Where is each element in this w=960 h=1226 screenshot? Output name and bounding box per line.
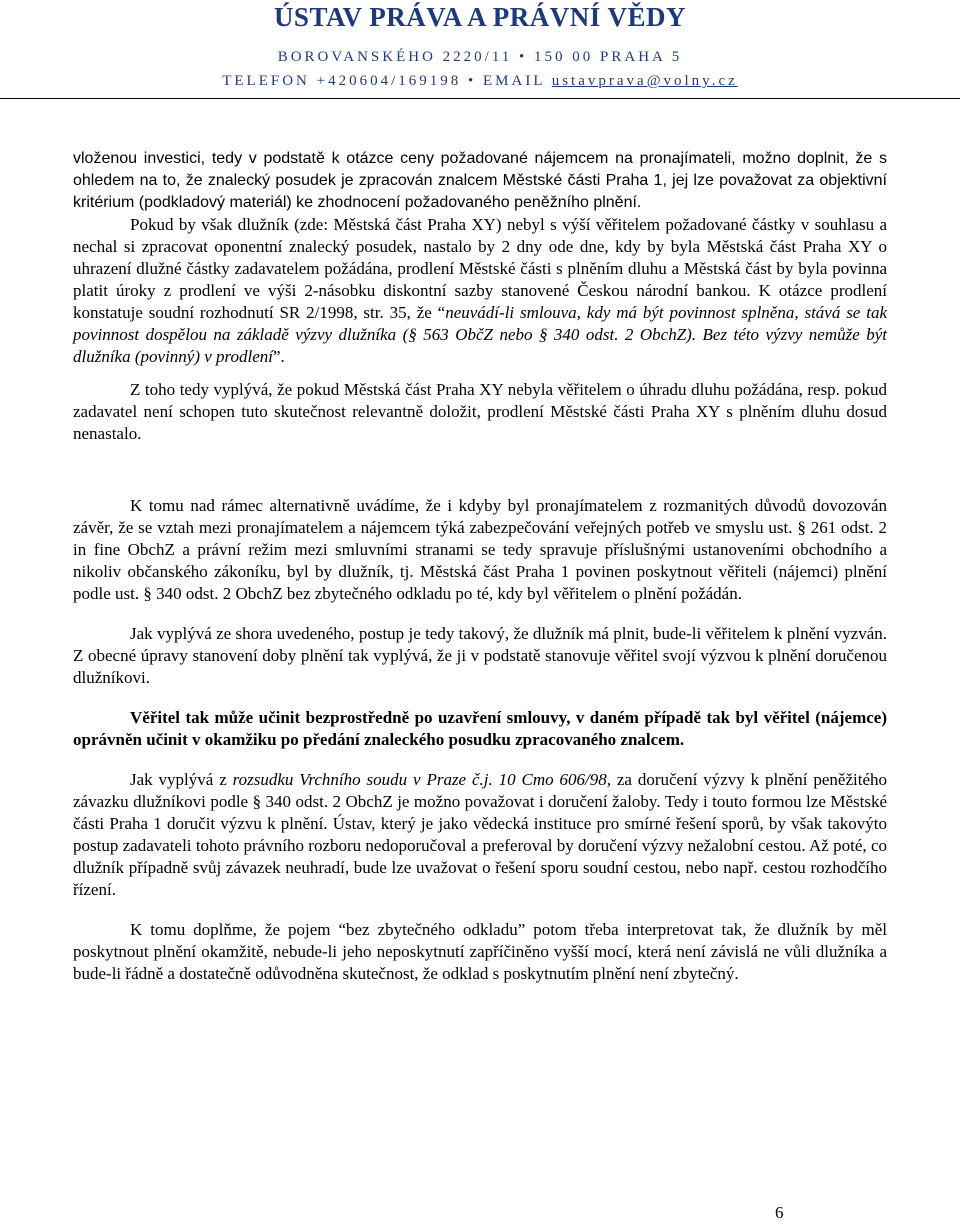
contact-line bbox=[0, 71, 960, 91]
contact-prefix: TELEFON +420604/169198 • EMAIL bbox=[222, 73, 552, 89]
paragraph-7 bbox=[73, 769, 887, 901]
paragraph-3: Z toho tedy vyplývá, že pokud Městská část Praha XY nebyla věřitelem o úhradu dluhu požádána, resp. pokud zadavatel není schopen tuto skutečnost relevantně doložit, prodlení Městské části Praha XY s plněním dluhu dosud nenastalo. bbox=[73, 380, 887, 443]
paragraph-1: vloženou investici, tedy v podstatě k otázce ceny požadované nájemcem na pronajímateli, možno doplnit, že s ohledem na to, že znalecký posudek je zpracován znalcem Městské části Praha 1, jej lze považovat za objektivní kritérium (podkladový materiál) ke zhodnocení požadovaného peněžního plnění. bbox=[73, 150, 887, 211]
paragraph-2 bbox=[73, 214, 887, 368]
paragraph-2-end: ”. bbox=[273, 347, 285, 366]
header-divider bbox=[0, 98, 960, 99]
paragraph-7-citation: rozsudku Vrchního soudu v Praze č.j. 10 Cmo 606/98 bbox=[232, 770, 607, 789]
paragraph-2-quote: neuvádí-li smlouva, kdy má být povinnost splněna, stává se tak povinnost dospělou na základě výzvy dlužníka (§ 563 ObčZ nebo § 340 odst. 2 ObchZ). Bez této výzvy nemůže být dlužníka (povinný) v prodlení bbox=[73, 303, 887, 366]
address-line: BOROVANSKÉHO 2220/11 • 150 00 PRAHA 5 bbox=[277, 49, 683, 65]
organization-name: ÚSTAV PRÁVA A PRÁVNÍ VĚDY bbox=[273, 2, 687, 32]
paragraph-4: K tomu nad rámec alternativně uvádíme, že i kdyby byl pronajímatelem z rozmanitých důvodů dovozován závěr, že se vztah mezi pronajímatelem a nájemcem týká zabezpečování veřejných potřeb ve smyslu ust. § 261 odst. 2 in fine ObchZ a právní režim mezi smluvními stranami se tedy spravuje příslušnými ustanoveními obchodního a nikoliv občanského zákoníku, byl by dlužník, tj. Městská část Praha 1 povinen poskytnout věřiteli (nájemci) plnění podle ust. § 340 odst. 2 ObchZ bez zbytečného odkladu po té, kdy byl věřitelem o plnění požádán. bbox=[73, 496, 887, 603]
paragraph-7-start: Jak vyplývá z bbox=[130, 770, 233, 789]
page-number: 6 bbox=[775, 1203, 784, 1222]
paragraph-5: Jak vyplývá ze shora uvedeného, postup je tedy takový, že dlužník má plnit, bude-li věřitelem k plnění vyzván. Z obecné úpravy stanovení doby plnění tak vyplývá, že ji v podstatě stanovuje věřitel svojí výzvou k plnění doručenou dlužníkovi. bbox=[73, 624, 887, 687]
paragraph-8: K tomu doplňme, že pojem “bez zbytečného odkladu” potom třeba interpretovat tak, že dlužník by měl poskytnout plnění okamžitě, nebude-li jeho neposkytnutí zapříčiněno vyšší mocí, která není závislá ne vůli dlužníka a bude-li řádně a dostatečně odůvodněna skutečnost, že odklad s poskytnutím plnění není zbytečný. bbox=[73, 920, 887, 983]
paragraph-6: Věřitel tak může učinit bezprostředně po uzavření smlouvy, v daném případě tak byl věřitel (nájemce) oprávněn učinit v okamžiku po předání znaleckého posudku zpracovaného znalcem. bbox=[73, 708, 887, 749]
paragraph-2-text: Pokud by však dlužník (zde: Městská část Praha XY) nebyl s výší věřitelem požadované částky v souhlasu a nechal si zpracovat oponentní znalecký posudek, nastalo by 2 dny ode dne, kdy by byla Městská část Praha XY o uhrazení dlužné částky zadavatelem požádána, prodlení Městské části s plněním dluhu a Městská část by byla povinna platit úroky z prodlení ve výši 2-násobku diskontní sazby stanovené Českou národní bankou. K otázce prodlení konstatuje soudní rozhodnutí SR 2/1998, str. 35, že “ bbox=[73, 215, 887, 322]
document-body bbox=[73, 148, 887, 985]
email-link[interactable]: ustavprava@volny.cz bbox=[551, 73, 738, 89]
paragraph-7-rest: , za doručení výzvy k plnění peněžitého závazku dlužníkovi podle § 340 odst. 2 ObchZ je možno považovat i doručení žaloby. Tedy i touto formou lze Městské části Praha 1 doručit výzvu k plnění. Ústav, který je jako vědecká instituce pro smírné řešení sporů, by však takovýto postup zadavateli tohoto právního rozboru nedoporučoval a preferoval by doručení výzvy nežalobní cestou. Až poté, co dlužník případně svůj závazek neuhradí, bude lze uvažovat o řešení sporu soudní cestou, nebo např. cestou rozhodčího řízení. bbox=[73, 770, 887, 899]
